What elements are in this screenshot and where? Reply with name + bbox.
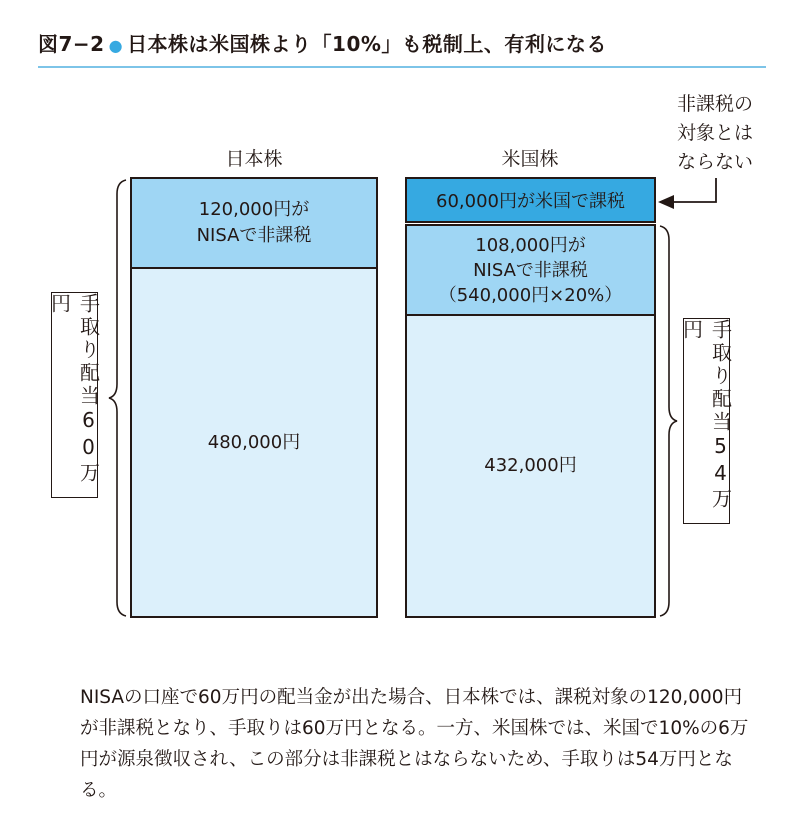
note-line3: ならない [676, 151, 753, 173]
caption-text: NISAの口座で60万円の配当金が出た場合、日本株では、課税対象の120,000円が非課税となり、手取りは60万円となる。一方、米国株では、米国で10%の6万円が源泉徴収され、この部分は非課税とはならないため、手取りは54万円となる。 [80, 687, 749, 801]
japan-side-label: 手取り配当60万円 [51, 292, 98, 498]
japan-net-amount: 480,000円 [207, 431, 301, 453]
figure-label: 図7−2 [38, 32, 105, 56]
note-arrow-line [672, 178, 716, 202]
note-line2: 対象とは [676, 122, 753, 144]
us-tax-free-line1: 108,000円が [475, 234, 586, 256]
us-column-label: 米国株 [501, 148, 559, 170]
us-brace [660, 226, 677, 616]
us-tax-free-line3: （540,000円×20%） [438, 284, 623, 306]
us-side-label: 手取り配当54万円 [683, 318, 730, 524]
us-tax-text: 60,000円が米国で課税 [436, 191, 625, 212]
us-tax-free-line2: NISAで非課税 [473, 259, 588, 281]
figure-title-text: 日本株は米国株より「10%」も税制上、有利になる [127, 32, 607, 56]
japan-tax-free-line2: NISAで非課税 [196, 225, 312, 246]
note-arrow-head [658, 195, 674, 209]
title-bullet-icon: ● [108, 36, 124, 55]
japan-brace [109, 180, 126, 616]
japan-tax-free-line1: 120,000円が [198, 199, 310, 220]
note-line1: 非課税の [676, 93, 753, 115]
us-net-amount: 432,000円 [484, 455, 577, 476]
japan-column-label: 日本株 [225, 148, 283, 170]
